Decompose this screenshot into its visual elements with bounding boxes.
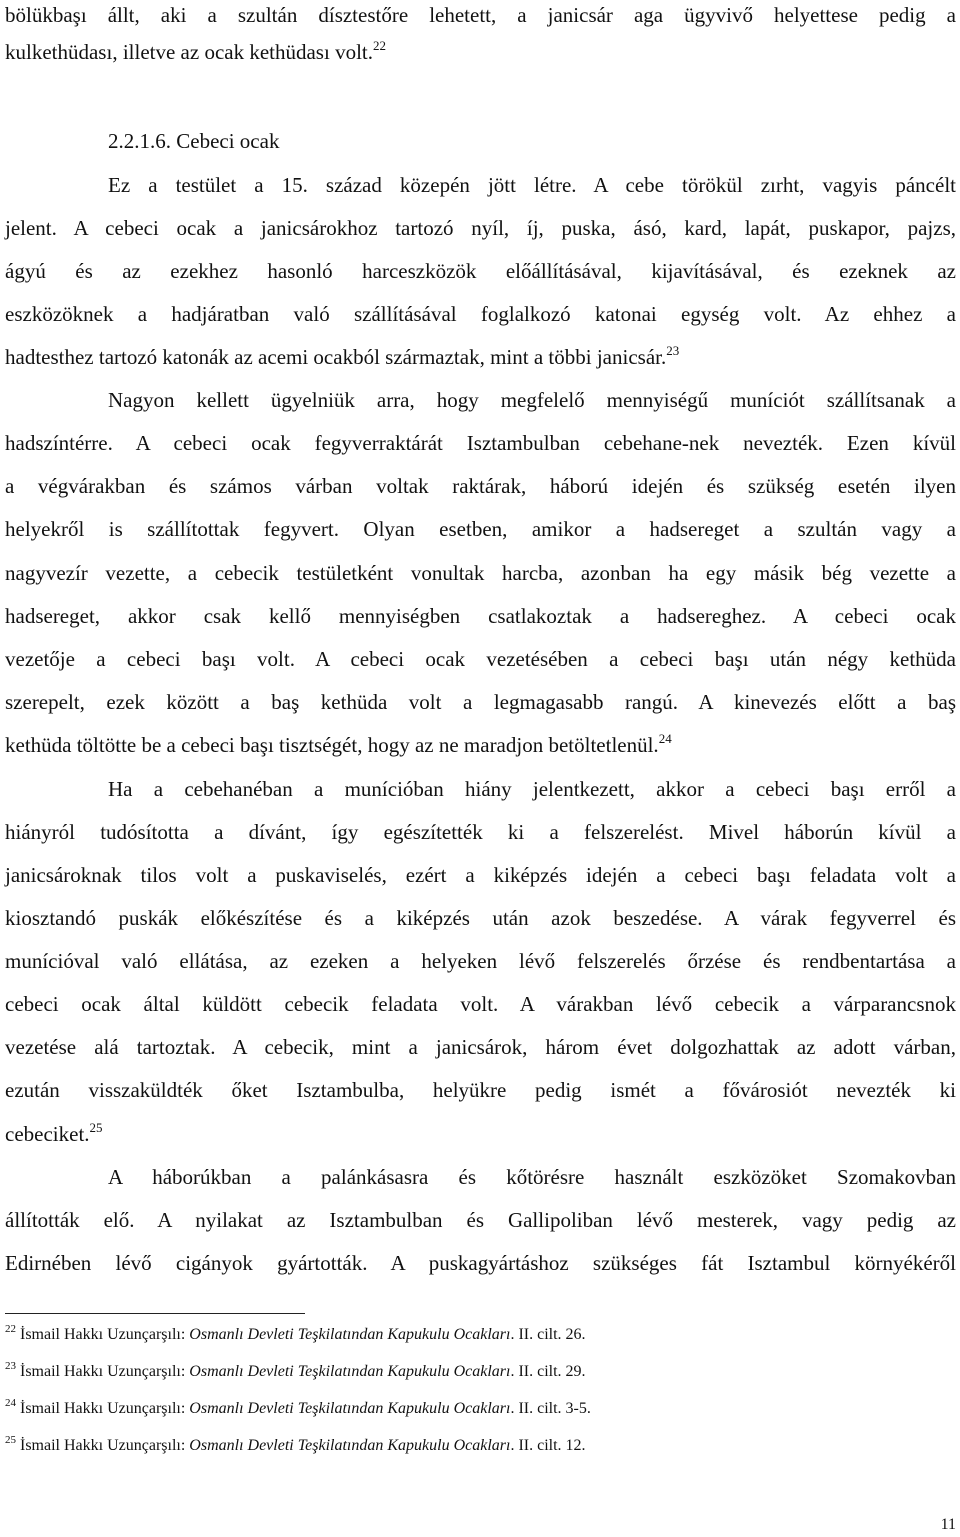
body-line: Nagyon kellett ügyelniük arra, hogy megfelelő mennyiségű muníciót szállítsanak a [108, 388, 956, 412]
body-line: Ez a testület a 15. század közepén jött létre. A cebe törökül zırht, vagyis páncélt [108, 173, 956, 197]
body-line: ágyú és az ezekhez hasonló harceszközök előállításával, kijavításával, és ezeknek az [5, 259, 956, 283]
body-line: kulkethüdası, illetve az ocak kethüdası volt.$^{22}$ [5, 38, 386, 64]
body-line: Ha a cebehanéban a munícióban hiány jelentkezett, akkor a cebeci başı erről a [108, 777, 956, 801]
body-line: vezetője a cebeci başı volt. A cebeci ocak vezetésében a cebeci başı után négy kethüda [5, 647, 956, 671]
body-line: jelent. A cebeci ocak a janicsárokhoz tartozó nyíl, íj, puska, ásó, kard, lapát, puskapor, pajzs, [5, 216, 956, 240]
footnote: $^{24}$ İsmail Hakkı Uzunçarşılı: Osmanlı Devleti Teşkilatından Kapukulu Ocakları. II. cilt. 3-5. [5, 1397, 591, 1417]
body-line: kiosztandó puskák előkészítése és a kiképzés után azok beszedése. A várak fegyverrel és [5, 906, 956, 930]
body-line: szerepelt, ezek között a baş kethüda volt a legmagasabb rangú. A kinevezés előtt a baş [5, 690, 956, 714]
body-line: vezetése alá tartoztak. A cebecik, mint a janicsárok, három évet dolgozhattak az adott várban, [5, 1035, 956, 1059]
footnote: $^{23}$ İsmail Hakkı Uzunçarşılı: Osmanlı Devleti Teşkilatından Kapukulu Ocakları. II. cilt. 29. [5, 1360, 586, 1380]
footnote-divider [5, 1313, 305, 1314]
body-line: kethüda töltötte be a cebeci başı tisztségét, hogy az ne maradjon betöltetlenül.$^{24}$ [5, 731, 672, 757]
body-line: Edirnében lévő cigányok gyártották. A puskagyártáshoz szükséges fát Isztambul környékéről [5, 1251, 956, 1275]
body-line: A háborúkban a palánkásasra és kőtörésre használt eszközöket Szomakovban [108, 1165, 956, 1189]
section-heading: 2.2.1.6. Cebeci ocak [108, 129, 280, 153]
body-line: hadszíntérre. A cebeci ocak fegyverraktárát Isztambulban cebehane-nek nevezték. Ezen kívül [5, 431, 956, 455]
body-line: janicsároknak tilos volt a puskaviselés, ezért a kiképzés idején a cebeci başı feladata volt a [5, 863, 956, 887]
footnote: $^{25}$ İsmail Hakkı Uzunçarşılı: Osmanlı Devleti Teşkilatından Kapukulu Ocakları. II. cilt. 12. [5, 1434, 586, 1454]
body-line: cebeci ocak által küldött cebecik feladata volt. A várakban lévő cebecik a várparancsnok [5, 992, 956, 1016]
body-line: ezután visszaküldték őket Isztambulba, helyükre pedig ismét a fővárosiót nevezték ki [5, 1078, 956, 1102]
body-line: munícióval való ellátása, az ezeken a helyeken lévő felszerelés őrzése és rendbentartása a [5, 949, 956, 973]
body-line: a végvárakban és számos várban voltak raktárak, háború idején és szükség esetén ilyen [5, 474, 956, 498]
body-line: nagyvezír vezette, a cebecik testületként vonultak harcba, azonban ha egy másik bég vezette a [5, 561, 956, 585]
body-line: cebeciket.$^{25}$ [5, 1120, 103, 1146]
body-line: állították elő. A nyilakat az Isztambulban és Gallipoliban lévő mesterek, vagy pedig az [5, 1208, 956, 1232]
footnote-ref: 22 [372, 38, 386, 53]
body-line: hiányról tudósította a dívánt, így egészítették ki a felszerelést. Mivel háborún kívül a [5, 820, 956, 844]
body-line: hadtesthez tartozó katonák az acemi ocakból származtak, mint a többi janicsár.$^{23}$ [5, 343, 680, 369]
body-line: eszközöknek a hadjáratban való szállításával foglalkozó katonai egység volt. Az ehhez a [5, 302, 956, 326]
footnote-ref: 23 [666, 343, 680, 358]
body-line: hadsereget, akkor csak kellő mennyiségben csatlakoztak a hadsereghez. A cebeci ocak [5, 604, 956, 628]
body-line: bölükbaşı állt, aki a szultán dísztestőre lehetett, a janicsár aga ügyvivő helyettese pedig a [5, 3, 956, 27]
page-number: 11 [940, 1516, 956, 1533]
footnote-ref: 25 [89, 1120, 103, 1135]
footnote: $^{22}$ İsmail Hakkı Uzunçarşılı: Osmanlı Devleti Teşkilatından Kapukulu Ocakları. II. cilt. 26. [5, 1323, 586, 1343]
body-line: helyekről is szállítottak fegyvert. Olyan esetben, amikor a hadsereget a szultán vagy a [5, 517, 956, 541]
footnote-ref: 24 [658, 731, 672, 746]
